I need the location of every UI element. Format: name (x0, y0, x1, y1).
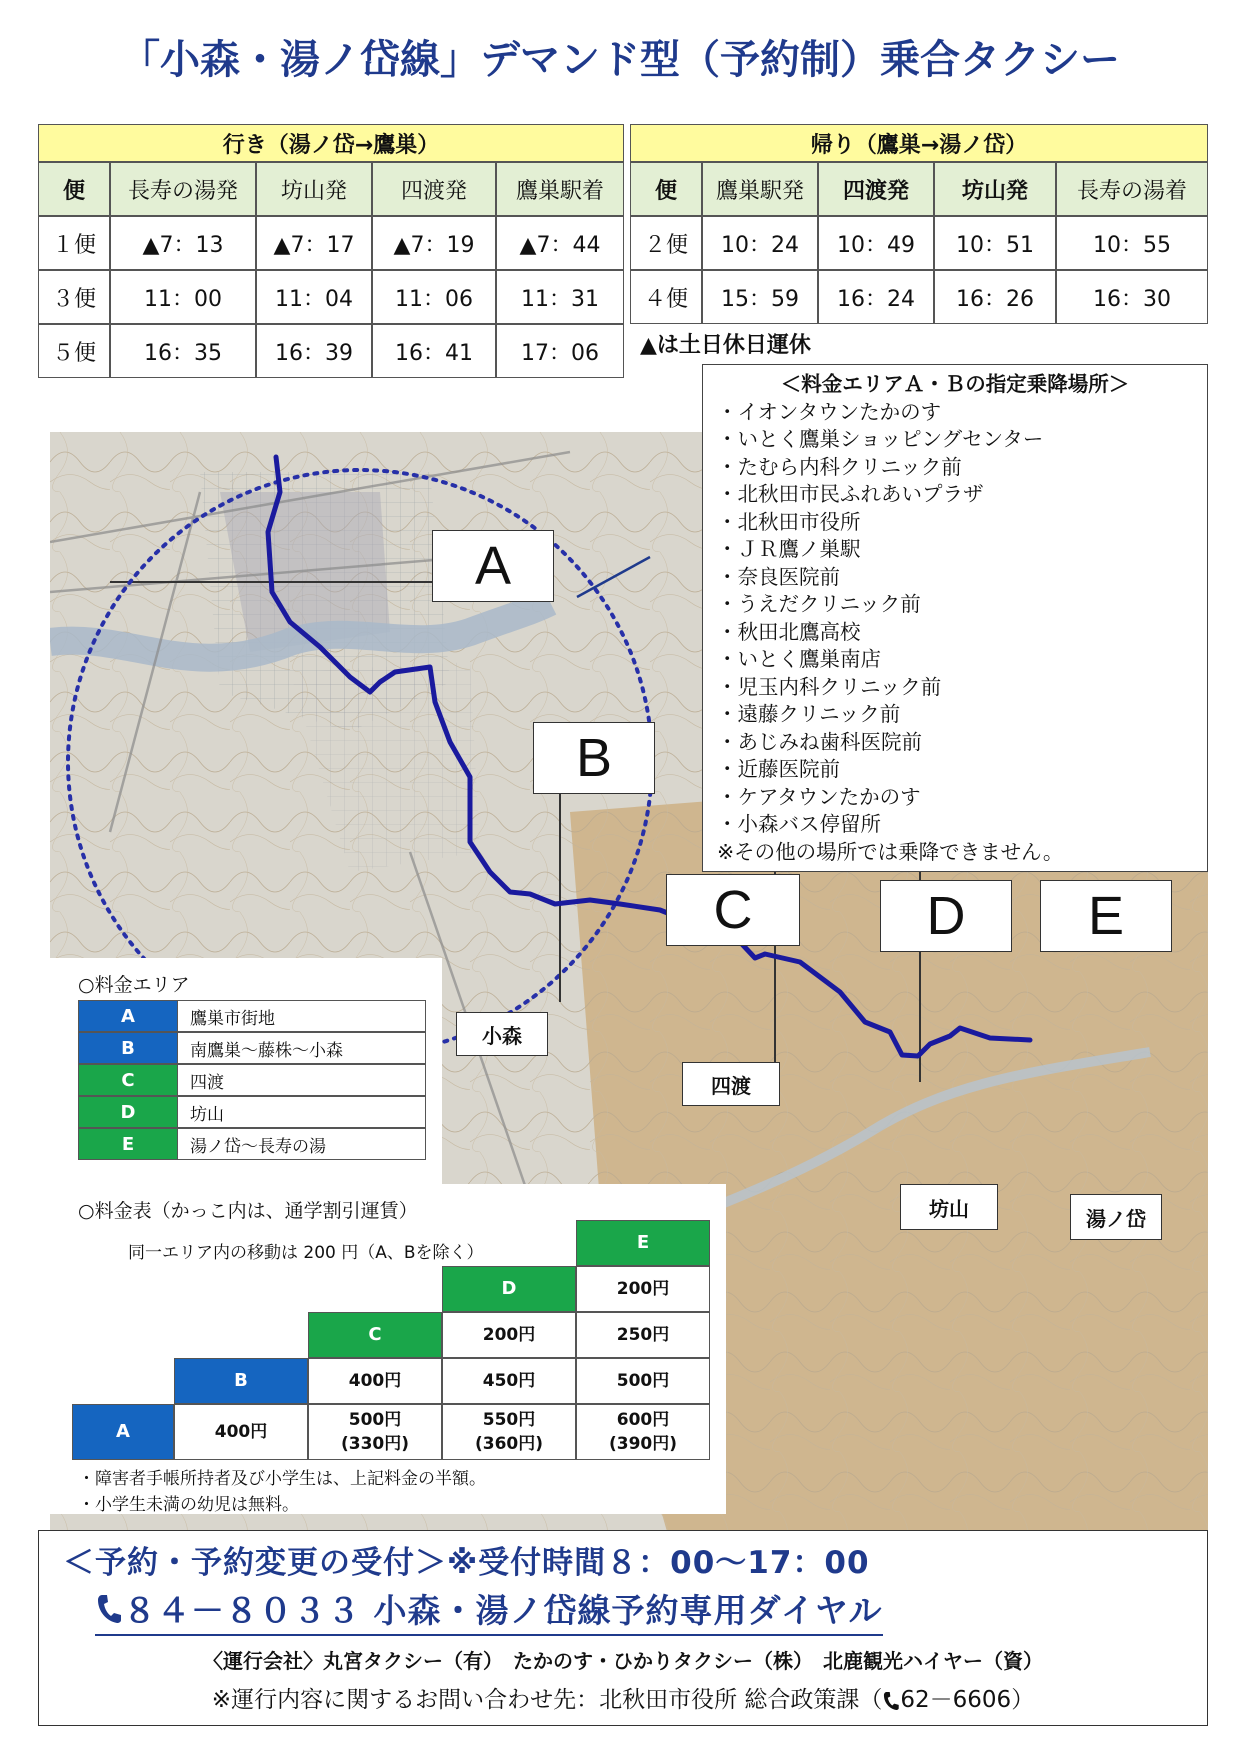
area-label-a: A (432, 530, 554, 602)
time-cell: ▲7：17 (256, 216, 372, 270)
trip-number: １便 (38, 216, 110, 270)
return-header: 鷹巣駅発 (702, 162, 818, 216)
time-cell: 10：24 (702, 216, 818, 270)
fare-footnote: ・障害者手帳所持者及び小学生は、上記料金の半額。 (78, 1469, 486, 1489)
fare-cell-a-d (442, 1404, 576, 1460)
area-label-d: D (880, 880, 1012, 952)
area-label-e: E (1040, 880, 1172, 952)
contact-prefix: ※運行内容に関するお問い合わせ先：北秋田市役所 総合政策課（ (211, 1687, 883, 1713)
time-cell: 16：41 (372, 324, 496, 378)
stop-item: ・うえだクリニック前 (717, 592, 921, 616)
stops-footnote: ※その他の場所では乗降できません。 (717, 839, 1064, 864)
legend-row (78, 1064, 426, 1096)
time-cell: 16：30 (1056, 270, 1208, 324)
phone-icon (882, 1690, 900, 1712)
stop-item: ・秋田北鷹高校 (717, 619, 861, 644)
trip-number: ３便 (38, 270, 110, 324)
reservation-title: ＜予約・予約変更の受付＞※受付時間８：00～17：00 (63, 1545, 870, 1581)
return-header: 四渡発 (818, 162, 934, 216)
fare-discount: (330円) (340, 1434, 410, 1454)
time-cell: 11：04 (256, 270, 372, 324)
reservation-phone[interactable] (95, 1585, 883, 1636)
designated-stops-panel (702, 364, 1208, 872)
fare-cell-b-e: 500円 (576, 1358, 710, 1404)
stop-item: ・ＪＲ鷹ノ巣駅 (717, 537, 861, 561)
stop-item: ・イオンタウンたかのす (717, 399, 942, 424)
suspension-note: ▲は土日休日運休 (630, 324, 1208, 362)
outbound-header: 鷹巣駅着 (496, 162, 624, 216)
legend-name: 湯ノ岱～長寿の湯 (178, 1128, 426, 1160)
trip-number: ２便 (630, 216, 702, 270)
stop-item: ・あじみね歯科医院前 (717, 729, 922, 754)
outbound-header: 坊山発 (256, 162, 372, 216)
legend-letter: E (78, 1128, 178, 1160)
contact-phone[interactable]: 62－6606） (900, 1687, 1035, 1713)
fare-cell-b-c: 400円 (308, 1358, 442, 1404)
stop-item: ・小森バス停留所 (717, 812, 881, 836)
outbound-header: 長寿の湯発 (110, 162, 256, 216)
return-header: 坊山発 (934, 162, 1056, 216)
legend-name: 鷹巣市街地 (178, 1000, 426, 1032)
time-cell: ▲7：44 (496, 216, 624, 270)
legend-name: 坊山 (178, 1096, 426, 1128)
time-cell: 17：06 (496, 324, 624, 378)
fare-head-d: D (442, 1266, 576, 1312)
legend-row (78, 1096, 426, 1128)
time-cell: 10：51 (934, 216, 1056, 270)
stop-item: ・北秋田市民ふれあいプラザ (717, 482, 984, 506)
fare-regular: 600円 (616, 1410, 670, 1430)
outbound-header: 便 (38, 162, 110, 216)
place-label-komori: 小森 (456, 1012, 548, 1056)
page-title: 「小森・湯ノ岱線」デマンド型（予約制）乗合タクシー (120, 37, 1120, 83)
time-cell: ▲7：19 (372, 216, 496, 270)
phone-icon (95, 1593, 123, 1625)
legend-title: ○料金エリア (78, 974, 190, 996)
time-cell: 10：55 (1056, 216, 1208, 270)
trip-number: ５便 (38, 324, 110, 378)
stop-item: ・たむら内科クリニック前 (717, 454, 962, 479)
fare-cell-c-e: 250円 (576, 1312, 710, 1358)
place-label-yunotai: 湯ノ岱 (1070, 1194, 1162, 1240)
fare-table (50, 1184, 726, 1514)
time-cell: 11：00 (110, 270, 256, 324)
legend-letter: C (78, 1064, 178, 1096)
stop-item: ・北秋田市役所 (717, 509, 861, 534)
time-cell: 15：59 (702, 270, 818, 324)
area-label-c: C (666, 874, 800, 946)
fare-footnote: ・小学生未満の幼児は無料。 (78, 1495, 299, 1515)
fare-cell-a-c (308, 1404, 442, 1460)
return-header: 長寿の湯着 (1056, 162, 1208, 216)
operators: 〈運行会社〉丸宮タクシー（有） たかのす・ひかりタクシー（株） 北鹿観光ハイヤー（資） (203, 1649, 1043, 1673)
stop-item: ・近藤医院前 (717, 757, 840, 781)
time-cell: 16：35 (110, 324, 256, 378)
place-label-bouyama: 坊山 (900, 1184, 998, 1230)
fare-cell-a-b: 400円 (174, 1404, 308, 1460)
fare-cell-d-e: 200円 (576, 1266, 710, 1312)
return-header: 便 (630, 162, 702, 216)
trip-number: ４便 (630, 270, 702, 324)
fare-regular: 550円 (482, 1410, 536, 1430)
fare-discount: (390円) (608, 1434, 678, 1454)
fare-regular: 500円 (348, 1410, 402, 1430)
time-cell: 11：06 (372, 270, 496, 324)
time-cell: 16：24 (818, 270, 934, 324)
outbound-title: 行き（湯ノ岱→鷹巣） (38, 124, 624, 162)
time-cell: 16：26 (934, 270, 1056, 324)
outbound-header: 四渡発 (372, 162, 496, 216)
stop-item: ・いとく鷹巣ショッピングセンター (717, 427, 1044, 451)
legend-row (78, 1000, 426, 1032)
fare-note: 同一エリア内の移動は 200 円（A、Bを除く） (128, 1243, 484, 1263)
legend-letter: D (78, 1096, 178, 1128)
area-label-b: B (533, 722, 655, 794)
phone-line-text: ８４－８０３３ 小森・湯ノ岱線予約専用ダイヤル (123, 1591, 883, 1630)
stop-item: ・児玉内科クリニック前 (717, 674, 942, 699)
time-cell: 10：49 (818, 216, 934, 270)
legend-name: 四渡 (178, 1064, 426, 1096)
legend-row (78, 1128, 426, 1160)
legend-row (78, 1032, 426, 1064)
fare-head-e: E (576, 1220, 710, 1266)
fare-discount: (360円) (474, 1434, 544, 1454)
stop-item: ・いとく鷹巣南店 (717, 647, 881, 671)
fare-title: ○料金表（かっこ内は、通学割引運賃） (78, 1200, 418, 1222)
place-label-yowatari: 四渡 (682, 1062, 780, 1106)
fare-cell-b-d: 450円 (442, 1358, 576, 1404)
legend-name: 南鷹巣～藤株～小森 (178, 1032, 426, 1064)
time-cell: 11：31 (496, 270, 624, 324)
fare-head-b: B (174, 1358, 308, 1404)
contact-line (39, 1681, 1207, 1714)
fare-head-a: A (72, 1404, 174, 1460)
time-cell: 16：39 (256, 324, 372, 378)
fare-cell-a-e (576, 1404, 710, 1460)
stops-title: ＜料金エリアＡ・Ｂの指定乗降場所＞ (780, 372, 1130, 396)
reservation-footer (38, 1530, 1208, 1726)
stop-item: ・ケアタウンたかのす (717, 784, 921, 809)
stop-item: ・奈良医院前 (717, 564, 840, 589)
legend-letter: A (78, 1000, 178, 1032)
stop-item: ・遠藤クリニック前 (717, 702, 901, 726)
fare-head-c: C (308, 1312, 442, 1358)
fare-cell-c-d: 200円 (442, 1312, 576, 1358)
time-cell: ▲7：13 (110, 216, 256, 270)
legend-letter: B (78, 1032, 178, 1064)
return-title: 帰り（鷹巣→湯ノ岱） (630, 124, 1208, 162)
fare-area-legend (50, 958, 442, 1188)
